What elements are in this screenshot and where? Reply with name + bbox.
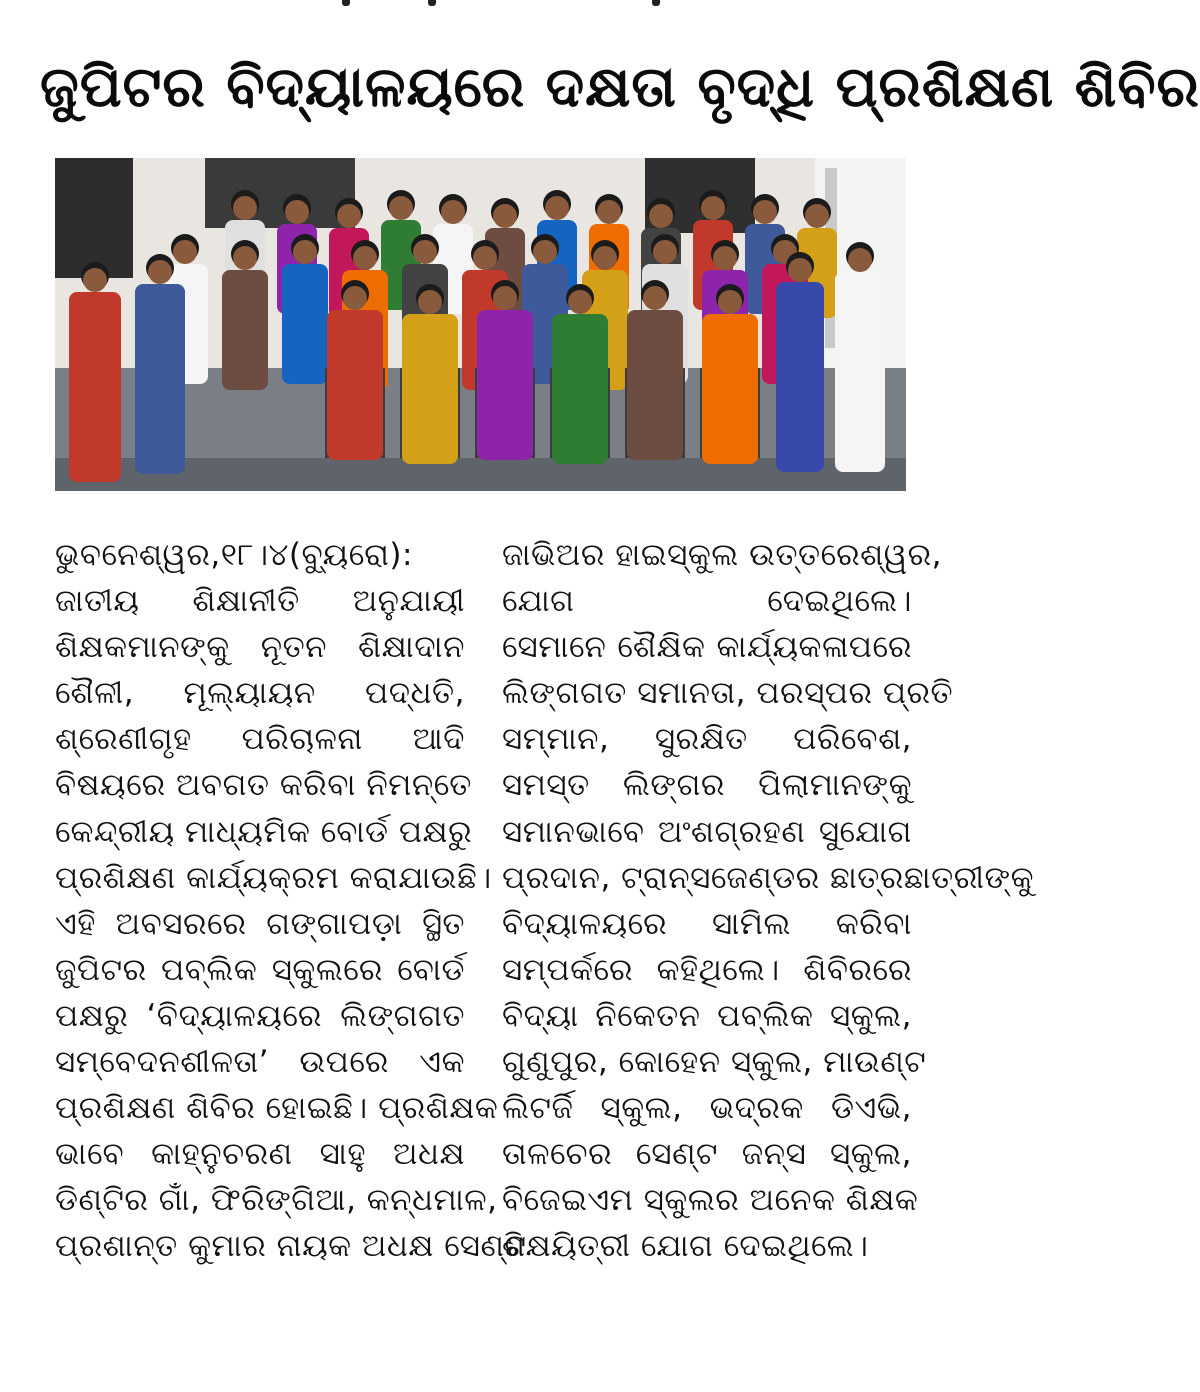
article-text-line: ସମାନଭାବେ ଅଂଶଗ୍ରହଣ ସୁଯୋଗ: [502, 813, 912, 850]
article-text-line: ଜାଭିଅର ହାଇସ୍କୁଲ ଉତ୍ତରେଶ୍ୱର,: [502, 537, 942, 573]
article-text-line: ଶିକ୍ଷକମାନଙ୍କୁ ନୂତନ ଶିକ୍ଷାଦାନ: [55, 629, 465, 666]
person-front-left: [135, 254, 185, 474]
article-text-line: ଶିକ୍ଷୟିତ୍ରୀ ଯୋଗ ଦେଇଥିଲେ।: [502, 1228, 869, 1265]
article-text-line: ଯୋଗ ଦେଇଥିଲେ।: [502, 583, 912, 620]
article-text-line: ଜୁପିଟର ପବ୍ଲିକ ସ୍କୁଲରେ ବୋର୍ଡ: [55, 951, 465, 988]
person-front-left: [69, 262, 121, 482]
article-text-line: ତାଳଚେର ସେଣ୍ଟ ଜନ୍ସ ସ୍କୁଲ,: [502, 1136, 912, 1173]
article-text-line: ସମ୍ମାନ, ସୁରକ୍ଷିତ ପରିବେଶ,: [502, 721, 912, 758]
article-text-line: ପକ୍ଷରୁ ‘ବିଦ୍ୟାଳୟରେ ଲିଙ୍ଗଗତ: [55, 997, 465, 1034]
article-text-line: ଲିଟର୍ଜି ସ୍କୁଲ, ଭଦ୍ରକ ଡିଏଭି,: [502, 1090, 912, 1127]
article-text-line: ସମ୍ବେଦନଶୀଳତା’ ଉପରେ ଏକ: [55, 1044, 465, 1081]
person-front-right: [835, 242, 885, 472]
article-text-line: ଭୁବନେଶ୍ୱର,୧୮।୪(ବ୍ୟୁରୋ):: [55, 537, 413, 573]
person-front-right: [776, 252, 824, 472]
article-text-line: ବିଦ୍ୟାଳୟରେ ସାମିଲ କରିବା: [502, 905, 912, 942]
article-text-line: ସମସ୍ତ ଲିଙ୍ଗର ପିଲାମାନଙ୍କୁ: [502, 767, 912, 804]
article-text-line: ଜାତୀୟ ଶିକ୍ଷାନୀତି ଅନୁଯାୟୀ: [55, 583, 465, 620]
article-body-right-column: [502, 532, 1035, 1270]
article-text-line: ଲିଙ୍ଗଗତ ସମାନତା, ପରସ୍ପର ପ୍ରତି: [502, 675, 954, 712]
article-text-line: ସେମାନେ ଶୈକ୍ଷିକ କାର୍ଯ୍ୟକଳାପରେ: [502, 629, 912, 666]
cut-off-previous-text: [0, 0, 966, 12]
article-text-line: ଶୈଳୀ, ମୂଲ୍ୟାୟନ ପଦ୍ଧତି,: [55, 675, 465, 712]
article-headline: ଜୁପିଟର ବିଦ୍ୟାଳୟରେ ଦକ୍ଷତା ବୃଦ୍ଧି ପ୍ରଶିକ୍ଷଣ ଶିବିର: [40, 55, 1200, 120]
article-text-line: ସମ୍ପର୍କରେ କହିଥିଲେ। ଶିବିରରେ: [502, 951, 912, 988]
article-text-line: ବିଜେଇଏମ ସ୍କୁଲର ଅନେକ ଶିକ୍ଷକ: [502, 1182, 919, 1219]
article-text-line: ପ୍ରଶିକ୍ଷଣ କାର୍ଯ୍ୟକ୍ରମ କରାଯାଉଛି।: [55, 859, 492, 896]
article-body-left-column: [55, 532, 527, 1270]
article-text-line: ଭାବେ କାହ୍ନୁଚରଣ ସାହୁ ଅଧକ୍ଷ: [55, 1136, 465, 1173]
article-text-line: ପ୍ରଶାନ୍ତ କୁମାର ନାୟକ ଅଧକ୍ଷ ସେଣ୍ଟ: [55, 1228, 527, 1265]
group-photo-image: [55, 158, 906, 491]
article-text-line: ବିଷୟରେ ଅବଗତ କରିବା ନିମନ୍ତେ: [55, 767, 472, 804]
article-text-line: ବିଦ୍ୟା ନିକେତନ ପବ୍ଲିକ ସ୍କୁଲ,: [502, 997, 912, 1034]
article-text-line: ପ୍ରଶିକ୍ଷଣ ଶିବିର ହୋଇଛି। ପ୍ରଶିକ୍ଷକ: [55, 1090, 499, 1127]
article-text-line: କେନ୍ଦ୍ରୀୟ ମାଧ୍ୟମିକ ବୋର୍ଡ ପକ୍ଷରୁ: [55, 813, 473, 850]
article-text-line: ପ୍ରଦାନ, ଟ୍ରାନ୍ସଜେଣ୍ଡର ଛାତ୍ରଛାତ୍ରୀଙ୍କୁ: [502, 859, 1035, 896]
article-text-line: ଏହି ଅବସରରେ ଗଙ୍ଗାପଡ଼ା ସ୍ଥିତ: [55, 905, 465, 942]
article-text-line: ଶ୍ରେଣୀଗୃହ ପରିଚାଳନା ଆଦି: [55, 721, 465, 758]
article-text-line: ଡିଣ୍ଟିର ଗାଁ, ଫିରିଙ୍ଗିଆ, କନ୍ଧମାଳ,: [55, 1182, 498, 1219]
article-text-line: ଗୁଣୁପୁର, କୋହେନ ସ୍କୁଲ, ମାଉଣ୍ଟ: [502, 1044, 927, 1081]
